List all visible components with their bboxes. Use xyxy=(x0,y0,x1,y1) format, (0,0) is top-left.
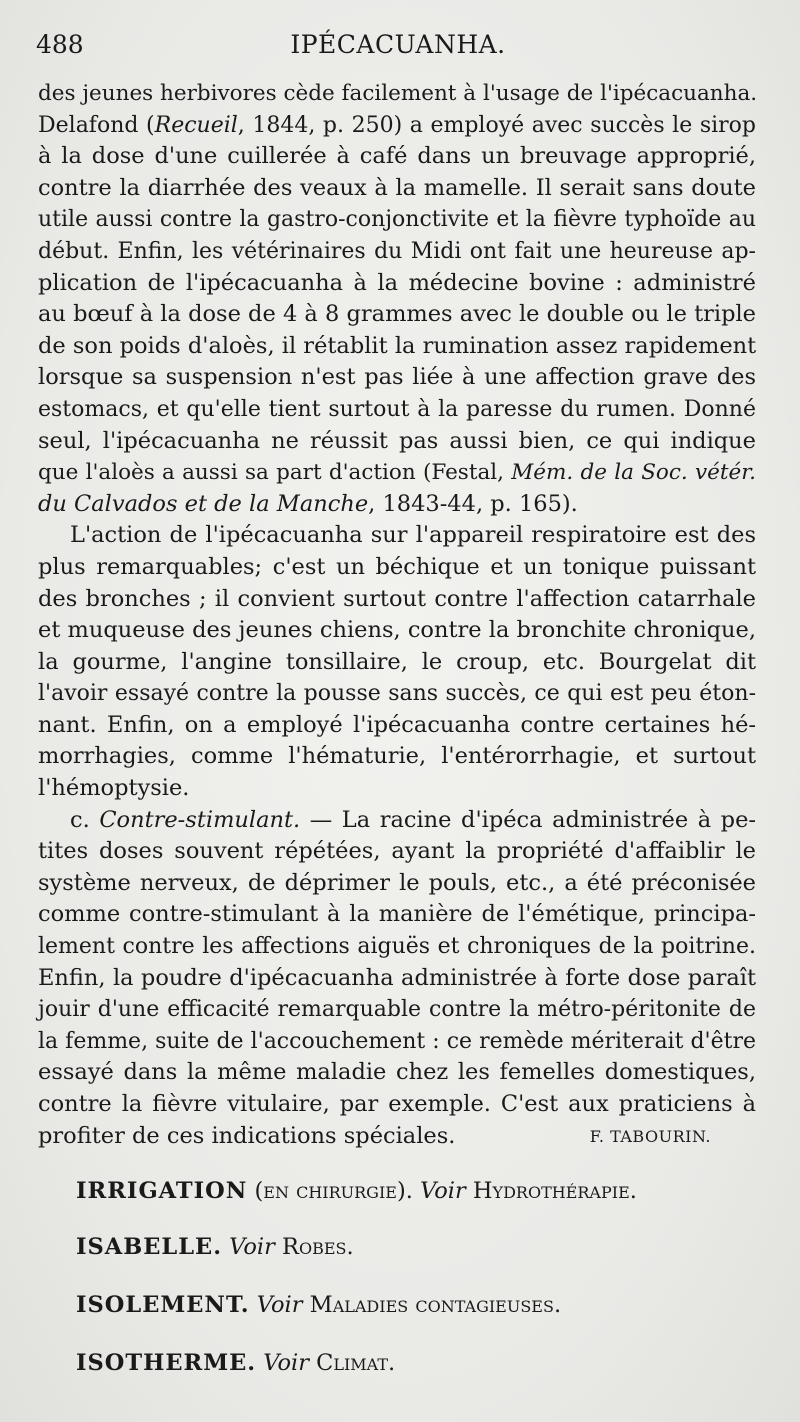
dictionary-entry xyxy=(76,1350,395,1376)
text-line: la femme, suite de l'accouchement : ce remède mériterait d'être xyxy=(38,1028,756,1054)
text-line: comme contre-stimulant à la manière de l'émétique, principa- xyxy=(38,901,756,928)
text-line: essayé dans la même maladie chez les femelles domestiques, xyxy=(38,1059,756,1086)
entry-qualifier: (en chirurgie). xyxy=(247,1178,421,1204)
entry-voir: Voir xyxy=(249,1292,303,1318)
text-line: lement contre les affections aiguës et chroniques de la poitrine. xyxy=(38,934,756,960)
text-line: début. Enfin, les vétérinaires du Midi ont fait une heureuse ap- xyxy=(38,238,756,264)
text-line: des bronches ; il convient surtout contre l'affection catarrhale xyxy=(38,585,756,612)
text-line: la gourme, l'angine tonsillaire, le croup, etc. Bourgelat dit xyxy=(38,648,756,675)
text-line: seul, l'ipécacuanha ne réussit pas aussi bien, ce qui indique xyxy=(38,427,756,454)
section-heading: Contre-stimulant. xyxy=(99,806,301,833)
text-line: à la dose d'une cuillerée à café dans un breuvage approprié, xyxy=(38,143,756,170)
author-signature: F. TABOURIN. xyxy=(589,1126,711,1146)
text-line: contre la fièvre vitulaire, par exemple. C'est aux praticiens à xyxy=(38,1091,756,1117)
text-line: utile aussi contre la gastro-conjonctivite et la fièvre typhoïde au xyxy=(38,207,756,233)
text-line: l'avoir essayé contre la pousse sans succès, ce qui est peu éton- xyxy=(38,681,756,707)
text-line: tites doses souvent répétées, ayant la propriété d'affaiblir le xyxy=(38,838,756,865)
entry-crossref: Maladies contagieuses. xyxy=(302,1292,562,1318)
text-segment: c. xyxy=(70,806,100,833)
journal-title: Mém. de la Soc. vétér. xyxy=(511,460,756,486)
text-segment: profiter de ces indications spéciales. xyxy=(38,1122,456,1149)
text-line: morrhagies, comme l'hématurie, l'entérorrhagie, et surtout xyxy=(38,743,756,770)
paragraph-start xyxy=(38,805,756,837)
text-line: système nerveux, de déprimer le pouls, etc., a été préconisée xyxy=(38,869,756,896)
entry-voir: Voir xyxy=(256,1350,309,1376)
running-title: IPÉCACUANHA. xyxy=(290,30,506,59)
text-line: lorsque sa suspension n'est pas liée à une affection grave des xyxy=(38,364,756,391)
page-number: 488 xyxy=(36,30,84,59)
entry-headword: ISABELLE. xyxy=(76,1234,223,1260)
text-segment: Delafond ( xyxy=(38,112,155,138)
entry-headword: IRRIGATION xyxy=(76,1178,248,1204)
text-line xyxy=(38,457,756,489)
entry-headword: ISOLEMENT. xyxy=(76,1292,250,1318)
text-segment: — La racine d'ipéca administrée à pe- xyxy=(300,806,756,833)
text-line: contre la diarrhée des veaux à la mamelle. Il serait sans doute xyxy=(38,174,756,201)
entry-crossref: Robes. xyxy=(274,1234,354,1260)
text-segment: que l'aloès a aussi sa part d'action (Festal, xyxy=(38,460,512,486)
dictionary-entry xyxy=(76,1292,561,1318)
text-line xyxy=(38,110,756,142)
journal-title: Recueil xyxy=(154,112,238,138)
text-line: et muqueuse des jeunes chiens, contre la bronchite chronique, xyxy=(38,617,756,644)
text-line: nant. Enfin, on a employé l'ipécacuanha contre certaines hé- xyxy=(38,711,756,738)
entry-voir: Voir xyxy=(222,1234,275,1260)
text-line: de son poids d'aloès, il rétablit la rumination assez rapidement xyxy=(38,332,757,359)
dictionary-entry xyxy=(76,1178,637,1204)
entry-voir: Voir xyxy=(420,1178,466,1204)
text-line: des jeunes herbivores cède facilement à l'usage de l'ipécacuanha. xyxy=(38,81,758,106)
text-segment: , 1843-44, p. 165). xyxy=(368,490,578,517)
dictionary-entry xyxy=(76,1234,354,1260)
page-header xyxy=(36,30,760,64)
text-line xyxy=(38,1121,756,1153)
entry-headword: ISOTHERME. xyxy=(76,1350,257,1376)
journal-title: du Calvados et de la Manche xyxy=(38,490,369,517)
text-line: estomacs, et qu'elle tient surtout à la paresse du rumen. Donné xyxy=(38,396,756,422)
paragraph-start: L'action de l'ipécacuanha sur l'appareil respiratoire est des xyxy=(70,522,756,549)
article-body xyxy=(38,78,756,1152)
text-line: jouir d'une efficacité remarquable contre la métro-péritonite de xyxy=(38,997,756,1023)
text-line: plication de l'ipécacuanha à la médecine bovine : administré xyxy=(38,269,756,296)
text-line: Enfin, la poudre d'ipécacuanha administrée à forte dose paraît xyxy=(38,964,756,991)
entry-crossref: Climat. xyxy=(308,1350,396,1376)
entry-crossref: Hydrothérapie. xyxy=(465,1178,637,1204)
text-segment: , 1844, p. 250) a employé avec succès le sirop xyxy=(237,112,756,138)
text-line: l'hémoptysie. xyxy=(38,775,190,802)
text-line: au bœuf à la dose de 4 à 8 grammes avec le double ou le triple xyxy=(38,301,756,328)
text-line: plus remarquables; c'est un béchique et un tonique puissant xyxy=(38,553,756,580)
text-line xyxy=(38,489,756,521)
